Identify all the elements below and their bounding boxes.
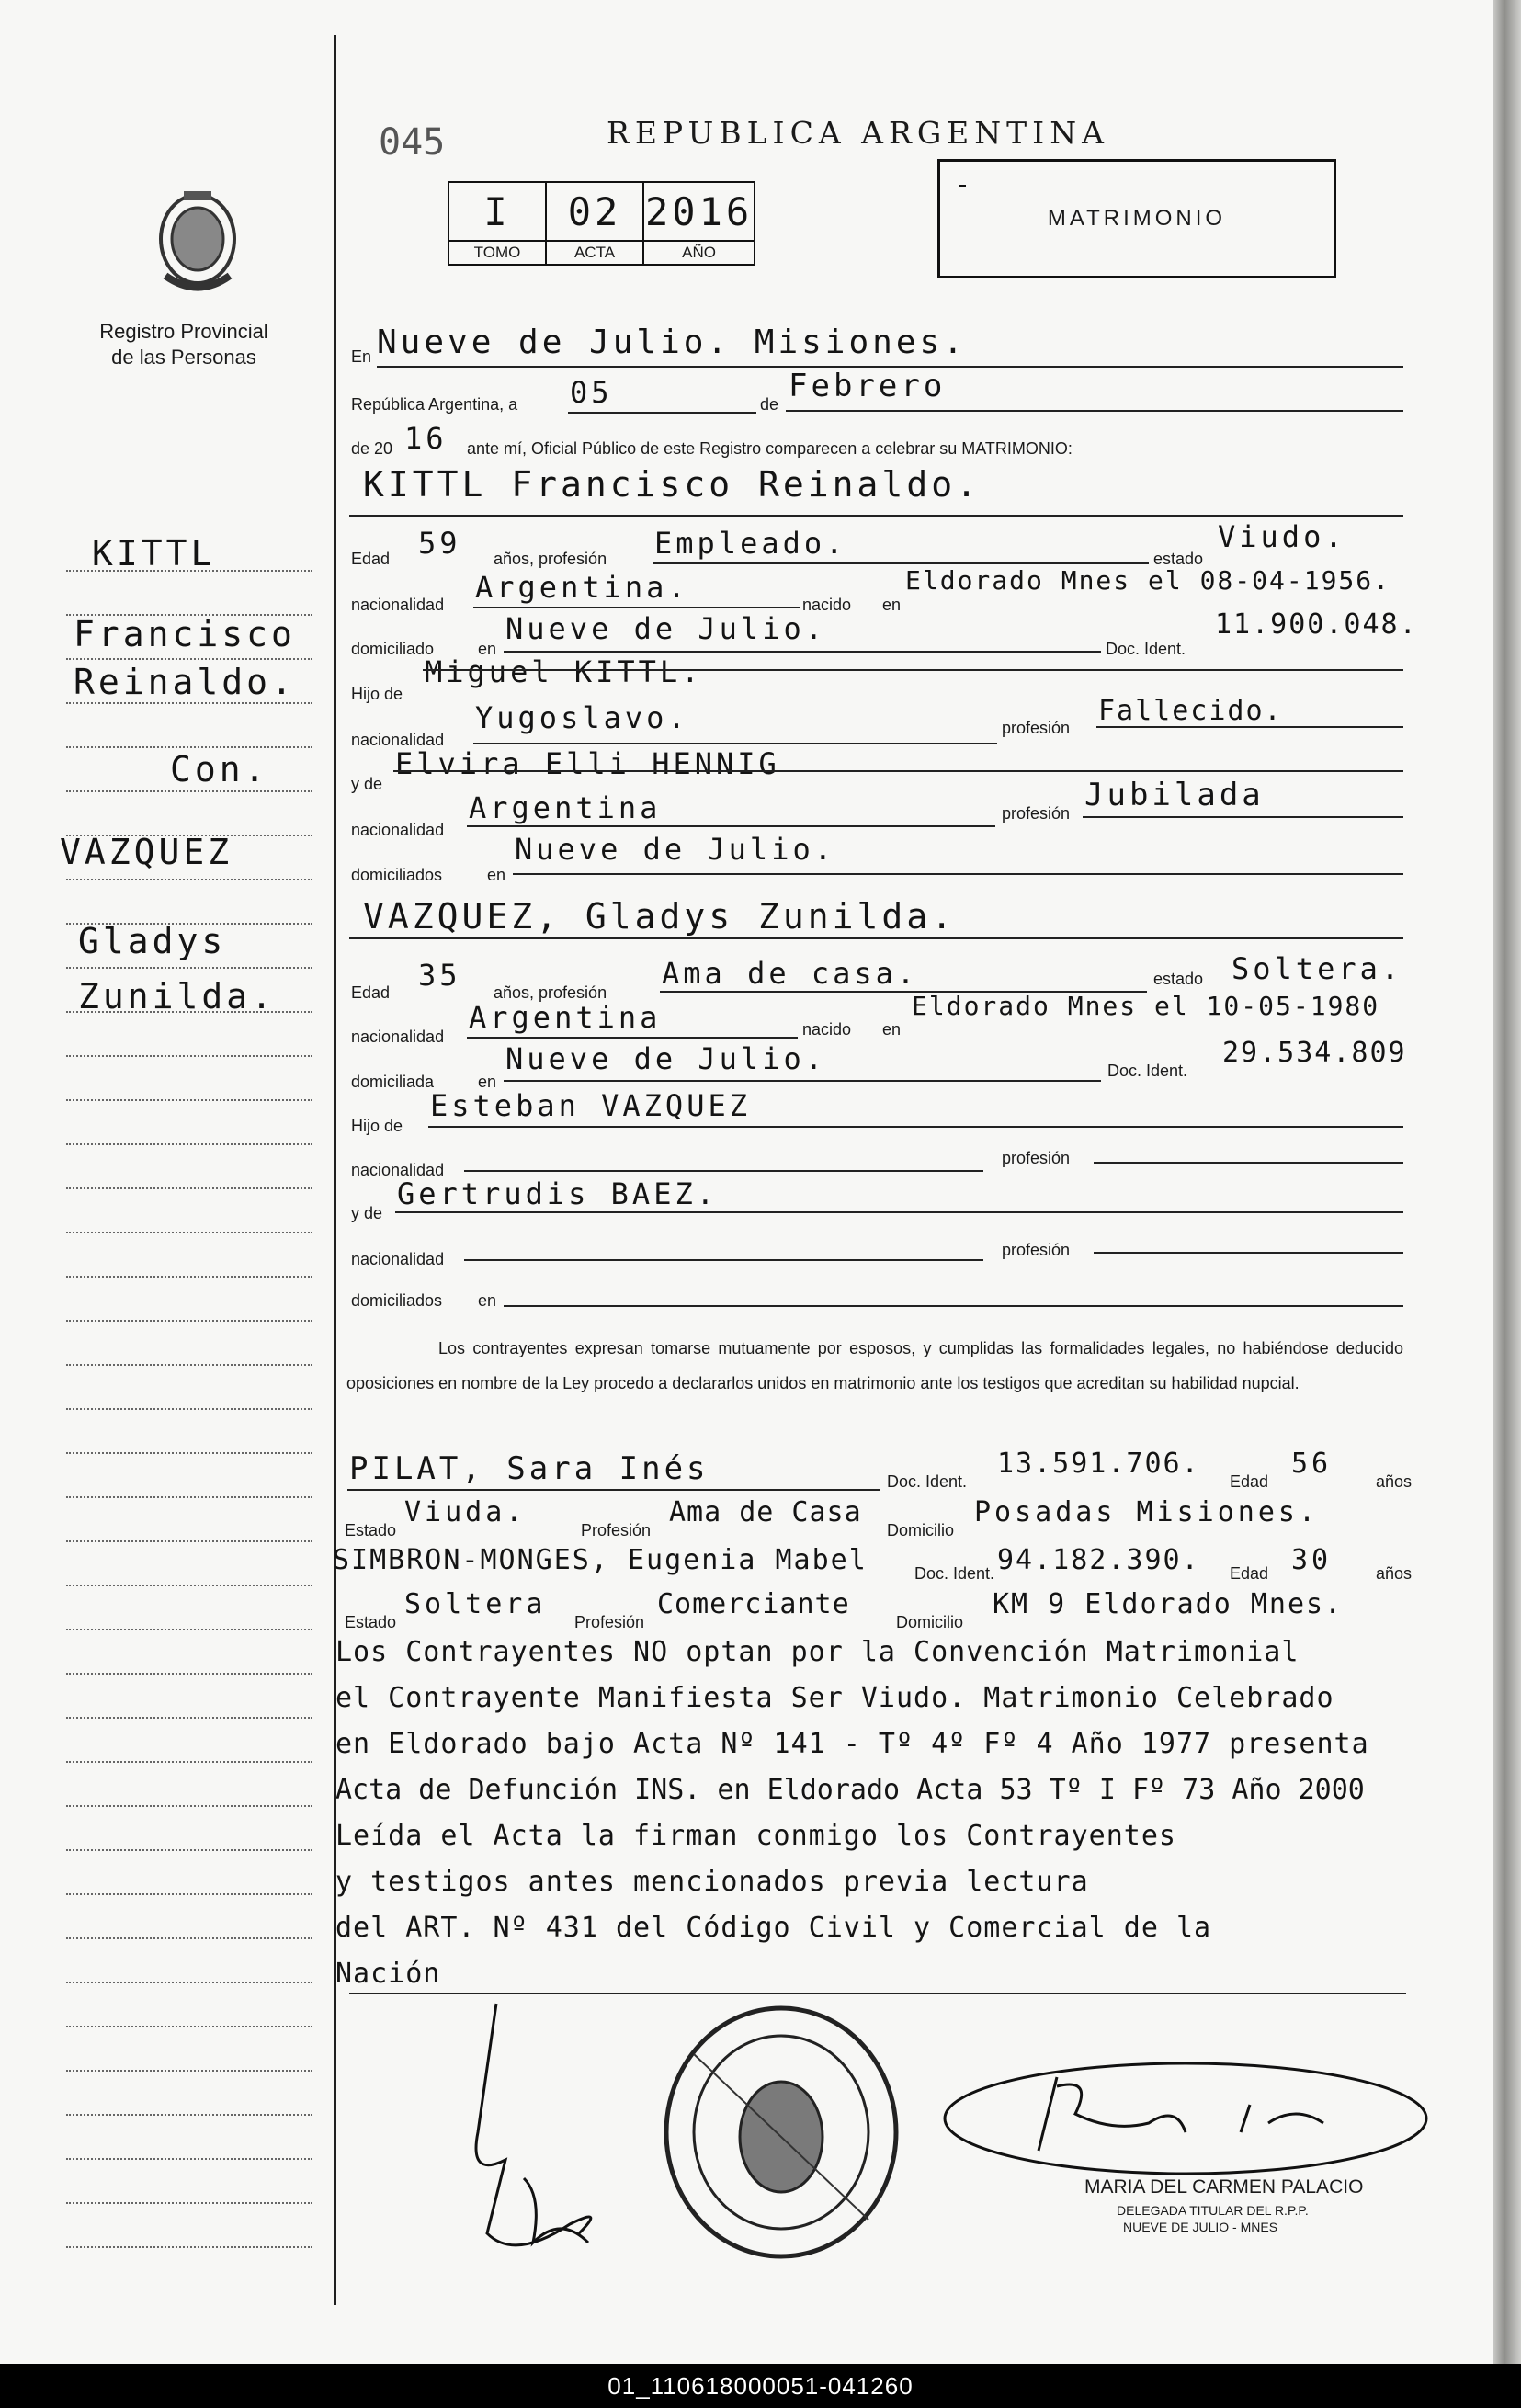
margin-surname-1: KITTL (92, 533, 216, 574)
esposa-profesion: Ama de casa. (662, 956, 919, 991)
document-type: MATRIMONIO (1047, 206, 1227, 231)
folio-number: 045 (379, 121, 446, 164)
margin-rule-line (66, 746, 312, 748)
esposo-edad: 59 (418, 526, 461, 561)
de-label: de (760, 395, 779, 414)
margin-rule-line (66, 1099, 312, 1101)
document-type-box (937, 159, 1336, 278)
testigo1-nombre: PILAT, Sara Inés (349, 1450, 709, 1487)
registro-provincial-label: Registro Provincial de las Personas (99, 320, 268, 369)
en-label-6: en (478, 1073, 497, 1091)
profesion-label: profesión (1002, 719, 1071, 737)
nacionalidad-label-3: nacionalidad (351, 821, 445, 839)
esposa-estado: Soltera. (1232, 951, 1403, 986)
officer-signature-icon (937, 2050, 1434, 2187)
yde-label: y de (351, 775, 383, 793)
testigo2-domicilio: KM 9 Eldorado Mnes. (993, 1588, 1344, 1620)
margin-rule-line (66, 967, 312, 969)
domiciliados-label-2: domiciliados (351, 1291, 443, 1310)
profesion-label-4: profesión (1002, 1241, 1071, 1259)
testigo2-profesion: Comerciante (657, 1588, 850, 1620)
edad-label-2: Edad (351, 983, 391, 1002)
margin-rule-line (66, 2114, 312, 2116)
esposa-nacido: Eldorado Mnes el 10-05-1980 (912, 991, 1380, 1021)
t1-doc-label: Doc. Ident. (887, 1472, 968, 1491)
margin-rule-line (66, 702, 312, 704)
contrayente-signature-icon (441, 1994, 625, 2270)
testigo2-doc: 94.182.390. (997, 1544, 1200, 1576)
official-stamp-icon (657, 1999, 905, 2266)
margin-rule-line (66, 2158, 312, 2160)
esposa-doc: 29.534.809 (1222, 1037, 1407, 1069)
t2-domicilio-label: Domicilio (896, 1613, 964, 1631)
margin-rule-line (66, 1982, 312, 1983)
estado-label: estado (1153, 550, 1204, 568)
t1-profesion-label: Profesión (581, 1521, 652, 1539)
firmante-nombre: MARIA DEL CARMEN PALACIO (1084, 2176, 1364, 2198)
nota-line-7: del ART. Nº 431 del Código Civil y Comercial de la (335, 1912, 1212, 1944)
margin-con: Con. (170, 749, 269, 789)
nacionalidad-label-6: nacionalidad (351, 1250, 445, 1268)
margin-rule-line (66, 1055, 312, 1057)
t2-edad-label: Edad (1230, 1564, 1269, 1583)
margin-rule-line (66, 1187, 312, 1189)
margin-rule-line (66, 879, 312, 880)
esposo-madre-nac: Argentina (469, 790, 662, 825)
esposo-padre: Miguel KITTL. (425, 654, 703, 689)
en-label-4: en (487, 866, 506, 884)
firmante-cargo: DELEGADA TITULAR DEL R.P.P. (1117, 2203, 1309, 2218)
tomo-acta-anio-box (448, 181, 755, 266)
nota-line-1: Los Contrayentes NO optan por la Convención Matrimonial (335, 1636, 1300, 1668)
margin-rule-line (66, 1540, 312, 1542)
esposo-madre-prof: Jubilada (1084, 777, 1265, 813)
nacionalidad-label: nacionalidad (351, 596, 445, 614)
book-binding-edge (1493, 0, 1521, 2364)
margin-rule-line (66, 1496, 312, 1498)
acta-label: ACTA (546, 241, 643, 265)
nacionalidad-label-2: nacionalidad (351, 731, 445, 749)
esposo-estado: Viudo. (1218, 519, 1346, 554)
nota-line-2: el Contrayente Manifiesta Ser Viudo. Matrimonio Celebrado (335, 1682, 1334, 1714)
margin-rule-line (66, 1143, 312, 1145)
nacionalidad-label-5: nacionalidad (351, 1161, 445, 1179)
domiciliada-label: domiciliada (351, 1073, 435, 1091)
lugar-value: Nueve de Julio. Misiones. (377, 324, 967, 361)
en-label-5: en (882, 1020, 902, 1039)
en-label-3: en (478, 640, 497, 658)
oficial-text: ante mí, Oficial Público de este Registro comparecen a celebrar su MATRIMONIO: (467, 439, 1073, 458)
margin-rule-line (66, 1408, 312, 1410)
firmante-lugar: NUEVE DE JULIO - MNES (1123, 2220, 1278, 2234)
en-label-2: en (882, 596, 902, 614)
t2-estado-label: Estado (345, 1613, 397, 1631)
esposo-profesion: Empleado. (654, 526, 847, 561)
margin-name-1a: Francisco (74, 614, 296, 654)
margin-rule-line (66, 1585, 312, 1586)
profesion-label-3: profesión (1002, 1149, 1071, 1167)
esposo-padre-prof: Fallecido. (1098, 695, 1283, 727)
nota-line-6: y testigos antes mencionados previa lectura (335, 1866, 1089, 1898)
provincial-seal-icon (147, 184, 248, 303)
hijo-label: Hijo de (351, 685, 403, 703)
esposo-nacido: Eldorado Mnes el 08-04-1956. (905, 565, 1391, 596)
yde-label-2: y de (351, 1204, 383, 1222)
t1-estado-label: Estado (345, 1521, 397, 1539)
margin-rule-line (66, 2026, 312, 2027)
year-prefix: de 20 (351, 439, 393, 458)
anio-label: AÑO (643, 241, 755, 265)
margin-rule-line (66, 2202, 312, 2204)
testigo2-nombre: SIMBRON-MONGES, Eugenia Mabel (333, 1544, 868, 1576)
esposo-nombre: KITTL Francisco Reinaldo. (363, 464, 981, 505)
margin-rule-line (66, 1452, 312, 1454)
margin-rule-line (66, 1232, 312, 1233)
margin-rule-line (66, 1276, 312, 1278)
esposo-madre: Elvira Elli HENNIG (395, 746, 780, 781)
nota-line-5: Leída el Acta la firman conmigo los Contrayentes (335, 1820, 1176, 1852)
nacido-label-2: nacido (802, 1020, 852, 1039)
margin-surname-2: VAZQUEZ (60, 832, 233, 872)
edad-label: Edad (351, 550, 391, 568)
image-footer-id: 01_110618000051-041260 (0, 2364, 1521, 2408)
profesion-label-2: profesión (1002, 804, 1071, 823)
domiciliados-label: domiciliados (351, 866, 443, 884)
en-label-7: en (478, 1291, 497, 1310)
testigo1-doc: 13.591.706. (997, 1448, 1200, 1480)
republica-label: República Argentina, a (351, 395, 518, 414)
t1-anios-label: años (1376, 1472, 1413, 1491)
doc-label-2: Doc. Ident. (1107, 1062, 1188, 1080)
nacido-label: nacido (802, 596, 852, 614)
margin-name-2b: Zunilda. (78, 976, 277, 1017)
mes-value: Febrero (789, 368, 947, 404)
t1-edad-label: Edad (1230, 1472, 1269, 1491)
doc-label: Doc. Ident. (1106, 640, 1186, 658)
margin-name-2a: Gladys (78, 921, 227, 961)
esposo-nacionalidad: Argentina. (475, 570, 689, 605)
acta-value: 02 (546, 182, 643, 241)
estado-label-2: estado (1153, 970, 1204, 988)
margin-rule-line (66, 1364, 312, 1366)
margin-rule-line (66, 1893, 312, 1895)
anios-prof-label: años, profesión (494, 550, 607, 568)
margin-rule-line (66, 790, 312, 792)
nota-line-8: Nación (335, 1958, 441, 1990)
esposa-nombre: VAZQUEZ, Gladys Zunilda. (363, 896, 957, 937)
nota-line-4: Acta de Defunción INS. en Eldorado Acta 53 Tº I Fº 73 Año 2000 (335, 1774, 1365, 1806)
t1-domicilio-label: Domicilio (887, 1521, 955, 1539)
margin-rule-line (66, 835, 312, 836)
esposa-domicilio: Nueve de Julio. (505, 1041, 826, 1076)
domiciliado-label: domiciliado (351, 640, 435, 658)
margin-rule-line (66, 1673, 312, 1675)
esposo-padres-dom: Nueve de Julio. (515, 832, 835, 867)
margin-rule-line (66, 614, 312, 616)
margin-rule-line (66, 1629, 312, 1630)
margin-rule-line (66, 2070, 312, 2072)
esposo-padre-nac: Yugoslavo. (475, 700, 689, 735)
margin-rule-line (66, 1717, 312, 1719)
margin-rule-line (66, 1849, 312, 1851)
nacionalidad-label-4: nacionalidad (351, 1028, 445, 1046)
testigo1-edad: 56 (1291, 1448, 1333, 1480)
margin-name-1b: Reinaldo. (74, 662, 296, 702)
nota-line-3: en Eldorado bajo Acta Nº 141 - Tº 4º Fº 4 Año 1977 presenta (335, 1728, 1369, 1760)
esposa-edad: 35 (418, 958, 461, 993)
en-label: En (351, 347, 372, 366)
esposa-padre: Esteban VAZQUEZ (430, 1088, 751, 1123)
year-suffix: 16 (404, 421, 448, 456)
t2-anios-label: años (1376, 1564, 1413, 1583)
t2-doc-label: Doc. Ident. (914, 1564, 995, 1583)
margin-rule-line (66, 1011, 312, 1013)
testigo1-estado: Viuda. (404, 1496, 527, 1528)
testigo2-edad: 30 (1291, 1544, 1333, 1576)
esposa-madre: Gertrudis BAEZ. (397, 1176, 718, 1211)
dia-value: 05 (570, 375, 613, 410)
anio-value: 2016 (643, 182, 755, 241)
tomo-label: TOMO (448, 241, 546, 265)
esposo-doc: 11.900.048. (1215, 608, 1418, 641)
document-title: REPUBLICA ARGENTINA (607, 115, 1109, 151)
hijo-label-2: Hijo de (351, 1117, 403, 1135)
margin-rule-line (66, 570, 312, 572)
testigo1-profesion: Ama de Casa (669, 1496, 862, 1528)
margin-rule-line (66, 2246, 312, 2248)
declaration-paragraph: Los contrayentes expresan tomarse mutuamente por esposos, y cumplidas las formalidades legales, no habiéndose deducido oposiciones en nombre de la Ley procedo a declararlos unidos en matrimonio ante los testigos que acreditan su habilidad nupcial. (346, 1339, 1403, 1392)
tomo-value: I (448, 182, 546, 241)
margin-rule-line (66, 1320, 312, 1322)
margin-rule-line (66, 1761, 312, 1763)
anios-prof-label-2: años, profesión (494, 983, 607, 1002)
testigo1-domicilio: Posadas Misiones. (974, 1496, 1320, 1528)
testigo2-estado: Soltera (404, 1588, 547, 1620)
esposa-nacionalidad: Argentina (469, 1000, 662, 1035)
margin-rule-line (66, 923, 312, 925)
margin-rule-line (66, 1937, 312, 1939)
t2-profesion-label: Profesión (574, 1613, 645, 1631)
margin-rule-line (66, 658, 312, 660)
esposo-domicilio: Nueve de Julio. (505, 611, 826, 646)
margin-rule-line (66, 1805, 312, 1807)
